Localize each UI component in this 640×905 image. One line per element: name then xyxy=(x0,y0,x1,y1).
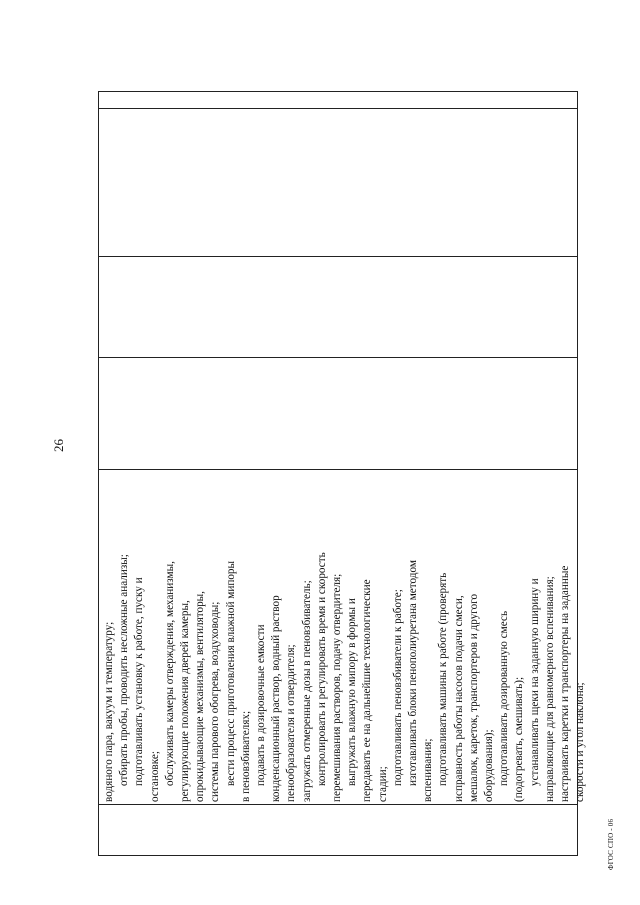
table-column-modules xyxy=(99,109,577,257)
table-column-index xyxy=(99,805,577,855)
content-line: исправность работы насосов подачи смеси, xyxy=(452,595,465,802)
content-line: устанавливать щеки на заданную ширину и xyxy=(528,578,541,786)
content-line: скорости и угол наклона; xyxy=(574,682,587,802)
content-line: вспенивания; xyxy=(422,738,435,802)
table-column-discipline xyxy=(99,358,577,470)
competency-table xyxy=(98,91,587,856)
content-line: мешалок, кареток, транспортеров и другого xyxy=(467,593,480,802)
content-line: системы парового обогрева, воздуховоды; xyxy=(209,601,222,802)
table-column-codes xyxy=(99,90,577,109)
content-line: водяного пара, вакуум и температуру; xyxy=(103,621,115,802)
content-line: контролировать и регулировать время и скорость xyxy=(315,552,328,786)
page-number: 26 xyxy=(51,439,66,452)
content-line: подавать в дозировочные емкости xyxy=(255,624,268,786)
content-text xyxy=(102,474,589,802)
content-line: вести процесс приготовления влажной мипоры xyxy=(224,560,237,786)
content-line: обслуживать камеры отверждения, механизмы, xyxy=(163,561,176,786)
content-line: выгружать влажную мипору в формы и xyxy=(346,598,359,786)
footer-label: ФГОС СПО - 06 xyxy=(607,818,615,870)
content-line: конденсационный раствор, водный раствор xyxy=(270,595,283,802)
content-line: направляющие для равномерного вспенивания; xyxy=(543,576,556,802)
content-line: изготавливать блоки пенополиуретана методом xyxy=(407,560,420,786)
content-line: подготавливать машины к работе (проверять xyxy=(437,572,450,786)
table-column-content xyxy=(99,470,587,805)
content-line: передавать ее на дальнейшие технологические xyxy=(361,579,374,802)
content-line: подготавливать пеновзбиватели к работе; xyxy=(391,589,404,786)
content-line: подготавливать дозированную смесь xyxy=(498,610,511,786)
content-line: перемешивания растворов, подачу отвердителя; xyxy=(331,573,344,802)
content-line: отбирать пробы, проводить несложные анализы; xyxy=(118,554,131,786)
content-line: регулирующие положения дверей камеры, xyxy=(179,600,192,802)
content-line: загружать отмеренные дозы в пеновзбиватель; xyxy=(300,580,313,802)
content-line: (подогревать, смешивать); xyxy=(513,676,526,802)
table-column-hours xyxy=(99,257,577,358)
content-line: настраивать каретки и транспортеры на заданные xyxy=(559,565,572,802)
content-line: в пеновзбивателях; xyxy=(239,710,252,802)
content-line: пенообразователя и отвердителя; xyxy=(285,644,298,802)
content-line: оборудования); xyxy=(483,729,496,802)
content-line: опрокидывающие механизмы, вентиляторы, xyxy=(194,591,207,802)
content-line: стадии; xyxy=(376,766,389,802)
content-line: остановке; xyxy=(148,751,161,802)
content-line: подготавливать установку к работе, пуску и xyxy=(133,577,146,786)
